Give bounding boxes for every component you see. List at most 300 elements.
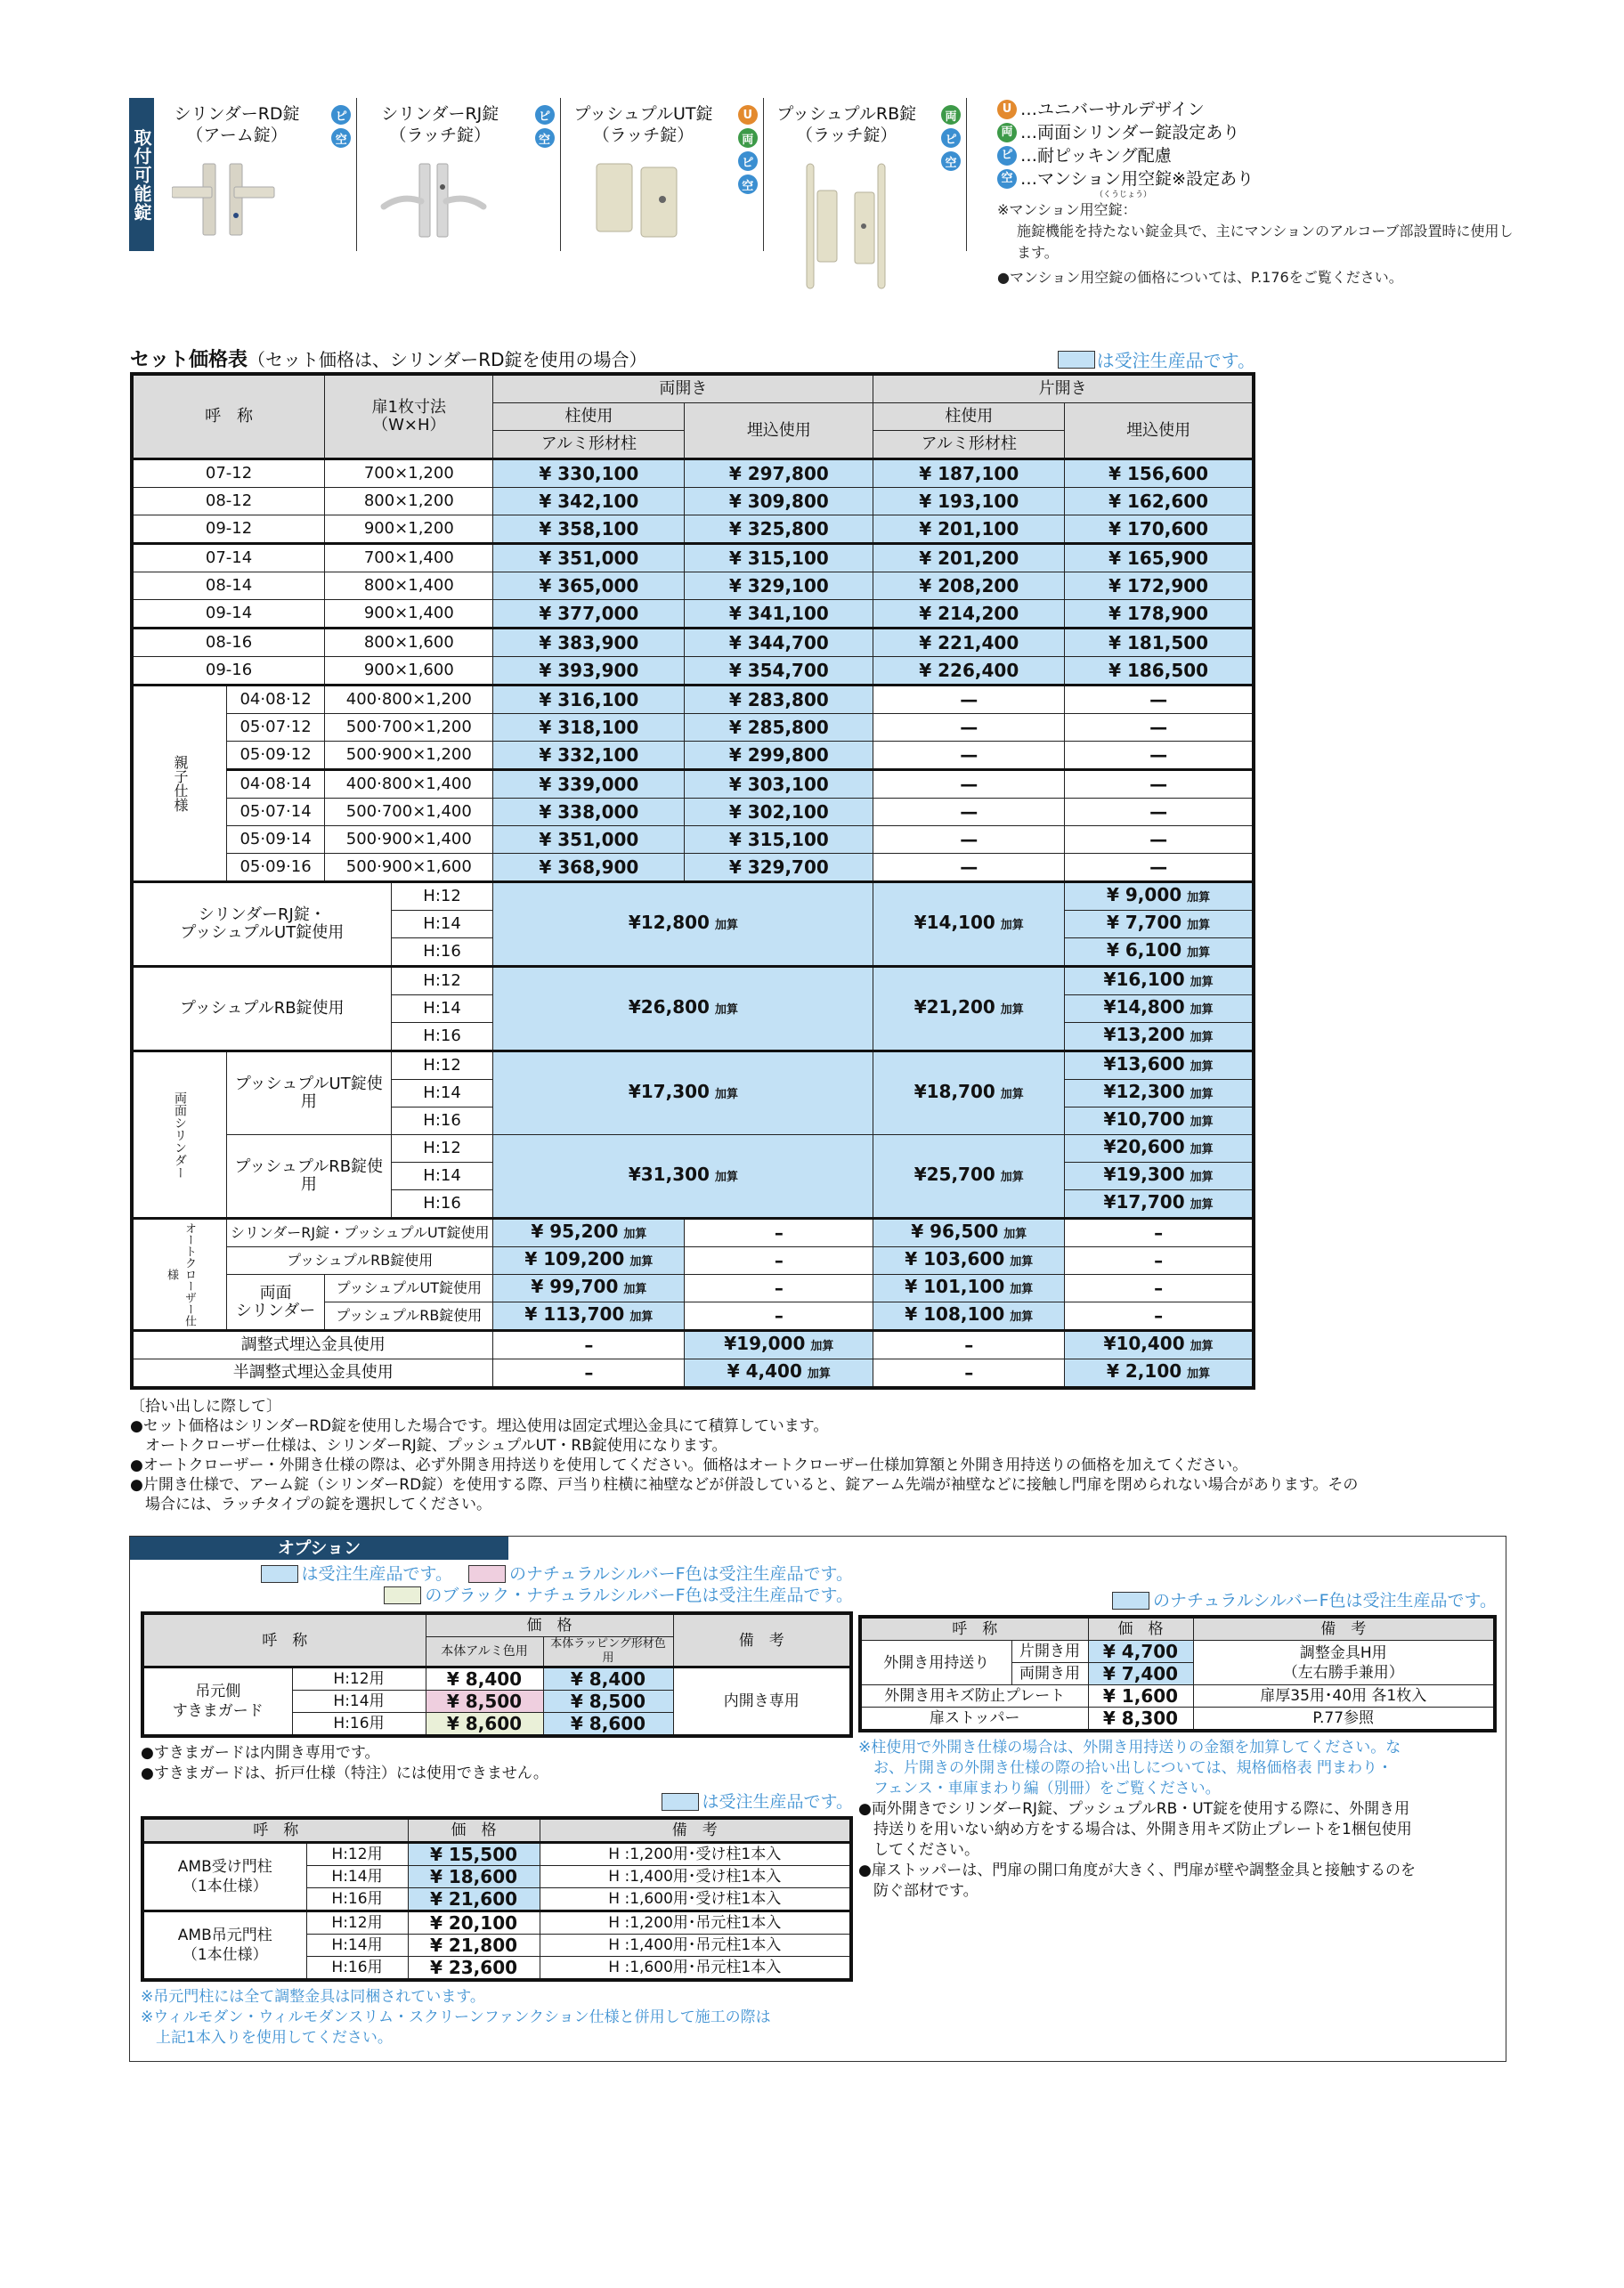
price-double-embed: ¥ 302,100	[685, 799, 873, 826]
post-price: ¥ 23,600	[408, 1957, 540, 1981]
price-alumi: ¥ 8,500	[426, 1691, 543, 1713]
addon-label	[132, 882, 391, 967]
addon-row	[132, 882, 1254, 911]
price-double-pillar: ¥ 351,000	[493, 826, 685, 854]
legend-text: …耐ピッキング配慮	[1020, 146, 1172, 166]
price-single-embed: —	[1065, 742, 1254, 770]
model-name: 05·09·16	[227, 854, 325, 882]
set-price-section	[130, 338, 1359, 1514]
note-line: 防ぐ部材です。	[858, 1882, 978, 1900]
anti-picking-icon: ピ	[535, 105, 555, 125]
model-name: 09-12	[132, 515, 325, 544]
price-value: ¥13,600	[1103, 1053, 1185, 1075]
price-value: ¥ 108,100	[905, 1303, 1005, 1325]
price-row	[132, 854, 1254, 882]
addition-label: 加算	[1190, 1143, 1214, 1156]
addon-single-embed	[1065, 1051, 1254, 1080]
price-wrap: ¥ 8,600	[543, 1713, 673, 1737]
gap-guard-table	[141, 1611, 853, 1738]
vacant-lock-icon: 空	[738, 174, 758, 194]
options-header: オプション	[130, 1537, 508, 1560]
addon-row	[132, 1051, 1254, 1080]
price-double-pillar: ¥ 393,900	[493, 657, 685, 686]
lock-title	[771, 103, 922, 146]
auto-closer-label: オートクローザー仕様	[132, 1219, 227, 1331]
push-pull-ut-image	[579, 162, 712, 242]
addition-label: 加算	[1000, 1088, 1024, 1101]
height: H:12	[391, 882, 493, 911]
stopper-row	[860, 1708, 1495, 1732]
price-value: ¥ 109,200	[524, 1248, 625, 1270]
post-note: H :1,600用･吊元柱1本入	[540, 1957, 851, 1981]
price-single-pillar	[873, 1247, 1065, 1275]
price-single-embed: —	[1065, 826, 1254, 854]
legend-text: のナチュラルシルバーF色は受注生産品です。	[1153, 1591, 1497, 1611]
addon-single-embed	[1065, 1135, 1254, 1163]
price-double-embed: ¥ 309,800	[685, 488, 873, 515]
price-row	[132, 742, 1254, 770]
oyako-label: 親子仕様	[132, 686, 227, 882]
price-double-embed: ¥ 325,800	[685, 515, 873, 544]
options-right-column	[858, 1560, 1497, 2049]
door-size: 500·700×1,200	[325, 714, 493, 742]
price-double-pillar: ¥ 338,000	[493, 799, 685, 826]
options-legend-row-2	[141, 1585, 853, 1606]
legend-text: …マンション用空錠※設定あり	[1020, 169, 1255, 189]
addon-double	[493, 967, 873, 1051]
door-size: 700×1,400	[325, 544, 493, 572]
model-name: 04·08·12	[227, 686, 325, 714]
compatible-locks-label: 取付可能錠	[129, 98, 154, 251]
auto-closer-item: プッシュプルUT錠使用	[325, 1275, 493, 1302]
model-name: 05·09·14	[227, 826, 325, 854]
furigana: （くうじょう）	[1095, 191, 1152, 199]
addition-label: 加算	[1187, 891, 1211, 905]
header-alumi: アルミ形材柱	[873, 431, 1065, 459]
addon-double	[493, 882, 873, 967]
price-single-pillar: ¥ 226,400	[873, 657, 1065, 686]
addition-label: 加算	[714, 919, 738, 932]
gap-guard-name	[142, 1667, 292, 1737]
universal-design-icon: U	[997, 100, 1017, 119]
name-line: すきまガード	[172, 1702, 264, 1720]
legend-item	[997, 121, 1514, 144]
price-single-pillar: —	[873, 770, 1065, 799]
addition-label: 加算	[810, 1340, 834, 1353]
lock-sub: （ラッチ錠）	[389, 126, 491, 145]
price-single-pillar: ¥ 201,200	[873, 544, 1065, 572]
label-line: プッシュプルUT錠使用	[180, 923, 345, 942]
note-line: フェンス・車庫まわり編（別冊）をご覧ください。	[858, 1780, 1221, 1797]
vacant-lock-note-title: ※マンション用空錠：	[997, 201, 1137, 218]
lock-card-rd	[154, 98, 357, 251]
height: H:12用	[292, 1667, 426, 1691]
auto-closer-item: シリンダーRJ錠・プッシュプルUT錠使用	[227, 1219, 493, 1247]
addition-label: 加算	[714, 1003, 738, 1017]
addition-label: 加算	[1190, 1116, 1214, 1129]
lock-name: プッシュプルUT錠	[573, 104, 713, 124]
lock-title	[568, 103, 719, 146]
note-line: ※柱使用で外開き仕様の場合は、外開き用持送りの金額を加算してください。な	[858, 1739, 1401, 1757]
price-double-pillar	[493, 1275, 685, 1302]
height: H:12	[391, 1135, 493, 1163]
post-legend	[141, 1791, 853, 1813]
price-value: ¥16,100	[1103, 969, 1185, 990]
fitting-item: 半調整式埋込金具使用	[132, 1359, 493, 1389]
price-value: ¥14,800	[1103, 996, 1185, 1018]
options-left-column	[141, 1560, 853, 2049]
price-value: ¥12,300	[1103, 1081, 1185, 1102]
price-row	[132, 826, 1254, 854]
price-value: ¥ 4,400	[727, 1360, 802, 1382]
addon-single-embed	[1065, 938, 1254, 967]
lock-sub: （ラッチ錠）	[592, 126, 694, 145]
price-single-embed: ¥ 165,900	[1065, 544, 1254, 572]
vacant-lock-icon: 空	[331, 128, 351, 148]
main-note-line: ●オートクローザー・外開き仕様の際は、必ず外開き用持送りを使用してください。価格はオートクローザー仕様加算額と外開き用持送りの価格を加えてください。	[130, 1456, 1248, 1474]
price-single-embed: ¥ 181,500	[1065, 629, 1254, 657]
auto-closer-row	[132, 1275, 1254, 1302]
price-value: ¥19,300	[1103, 1164, 1185, 1185]
plate-note: 扉厚35用･40用 各1枚入	[1193, 1685, 1495, 1708]
addition-label: 加算	[1187, 1367, 1211, 1381]
price-double-embed: ¥ 329,100	[685, 572, 873, 600]
addon-single-embed	[1065, 911, 1254, 938]
header-size-sub: （W×H）	[372, 416, 446, 434]
anti-picking-icon: ピ	[331, 105, 351, 125]
header-price: 価 格	[1088, 1617, 1193, 1641]
addition-label: 加算	[1010, 1310, 1034, 1324]
price-single-embed: ¥ 156,600	[1065, 459, 1254, 488]
bracket-row	[860, 1641, 1495, 1663]
double-cylinder-label: 両面シリンダー	[132, 1051, 227, 1219]
set-price-title	[130, 345, 647, 372]
height: H:14	[391, 1163, 493, 1190]
price-single-embed: ¥ 172,900	[1065, 572, 1254, 600]
price-single-pillar: ¥ 201,100	[873, 515, 1065, 544]
addition-label: 加算	[1187, 946, 1211, 960]
note-line: （左右勝手兼用）	[1282, 1663, 1404, 1682]
pink-swatch	[468, 1565, 506, 1583]
name-line: （1本仕様）	[182, 1946, 268, 1964]
height: H:12	[391, 967, 493, 995]
height: H:16	[391, 938, 493, 967]
note-line: ●すきまガードは、折戸仕様（特注）には使用できません。	[141, 1765, 548, 1782]
auto-closer-row	[132, 1247, 1254, 1275]
door-size: 400·800×1,400	[325, 770, 493, 799]
door-size: 500·700×1,400	[325, 799, 493, 826]
model-name: 05·09·12	[227, 742, 325, 770]
double-cylinder-icon: 両	[738, 128, 758, 148]
set-price-head	[130, 338, 1255, 372]
post-price: ¥ 21,800	[408, 1935, 540, 1957]
auto-closer-item: プッシュプルRB錠使用	[325, 1302, 493, 1331]
legend-item	[997, 144, 1514, 167]
height: H:12用	[306, 1843, 408, 1866]
stopper-price: ¥ 8,300	[1088, 1708, 1193, 1732]
price-value: ¥14,100	[914, 912, 995, 933]
price-single-embed	[1065, 1359, 1254, 1389]
price-single-pillar: —	[873, 854, 1065, 882]
price-value: ¥ 7,700	[1107, 912, 1182, 933]
set-price-table	[130, 372, 1255, 1390]
options-legend-row-1	[141, 1563, 853, 1585]
height: H:16	[391, 1190, 493, 1219]
note-line: 調整金具H用	[1299, 1643, 1387, 1662]
price-single-pillar: —	[873, 799, 1065, 826]
price-single-pillar: ¥ 221,400	[873, 629, 1065, 657]
height: H:16用	[306, 1957, 408, 1981]
model-name: 08-14	[132, 572, 325, 600]
price-value: ¥13,200	[1103, 1024, 1185, 1045]
plate-price: ¥ 1,600	[1088, 1685, 1193, 1708]
addon-label: プッシュプルUT錠使用	[227, 1051, 392, 1135]
price-row	[132, 544, 1254, 572]
price-row	[132, 770, 1254, 799]
price-double-pillar: –	[493, 1359, 685, 1389]
height: H:16用	[292, 1713, 426, 1737]
price-single-embed: —	[1065, 854, 1254, 882]
post-price: ¥ 20,100	[408, 1911, 540, 1935]
price-double-embed: ¥ 285,800	[685, 714, 873, 742]
header-size-label: 扉1枚寸法	[371, 398, 447, 417]
plate-name: 外開き用キズ防止プレート	[860, 1685, 1088, 1708]
price-value: ¥18,700	[914, 1081, 995, 1102]
addition-label: 加算	[1187, 919, 1211, 932]
universal-design-icon: U	[738, 105, 758, 125]
price-single-pillar: –	[873, 1331, 1065, 1359]
price-double-embed: ¥ 299,800	[685, 742, 873, 770]
price-double-embed: ¥ 329,700	[685, 854, 873, 882]
height: H:16	[391, 1107, 493, 1135]
price-value: ¥ 96,500	[911, 1221, 999, 1242]
note-line: お、片開きの外開き仕様の際の拾い出しについては、規格価格表 門まわり・	[858, 1759, 1393, 1777]
header-name: 呼 称	[860, 1617, 1088, 1641]
lock-name: シリンダーRD錠	[174, 104, 300, 124]
price-double-embed: ¥ 297,800	[685, 459, 873, 488]
addition-label: 加算	[623, 1283, 647, 1296]
vacant-lock-note-body: 施錠機能を持たない錠金具で、主にマンションのアルコーブ部設置時に使用します。	[1017, 223, 1514, 261]
door-size: 900×1,600	[325, 657, 493, 686]
addon-single	[873, 882, 1065, 967]
height: H:14用	[292, 1691, 426, 1713]
price-value: ¥31,300	[628, 1164, 710, 1185]
options-box	[129, 1536, 1506, 2062]
price-row	[132, 488, 1254, 515]
addon-single-embed	[1065, 1190, 1254, 1219]
header-note: 備 考	[673, 1613, 851, 1667]
lock-badges	[331, 105, 351, 148]
right-notes	[858, 1738, 1497, 1902]
price-double-pillar: ¥ 318,100	[493, 714, 685, 742]
addon-single-embed	[1065, 1023, 1254, 1051]
compatible-locks-strip	[129, 98, 967, 251]
door-size: 800×1,400	[325, 572, 493, 600]
price-value: ¥ 9,000	[1107, 884, 1182, 905]
price-value: ¥26,800	[628, 996, 710, 1018]
legend-text: は受注生産品です。	[702, 1792, 853, 1812]
price-double-pillar	[493, 1247, 685, 1275]
bracket-note	[1193, 1641, 1495, 1685]
addition-label: 加算	[1000, 1003, 1024, 1017]
main-note-line: ●片開き仕様で、アーム錠（シリンダーRD錠）を使用する際、戸当り柱横に袖壁などが併設していると、錠アーム先端が袖壁などに接触し門扉を閉められない場合があります。その	[130, 1476, 1359, 1494]
price-wrap: ¥ 8,500	[543, 1691, 673, 1713]
right-legend	[858, 1590, 1497, 1611]
model-name: 07-14	[132, 544, 325, 572]
price-value: ¥ 101,100	[905, 1276, 1005, 1297]
fitting-row	[132, 1359, 1254, 1389]
post-note: H :1,400用･受け柱1本入	[540, 1866, 851, 1888]
price-value: ¥10,700	[1103, 1108, 1185, 1130]
addition-label: 加算	[1190, 976, 1214, 989]
legend-text: …ユニバーサルデザイン	[1020, 100, 1205, 119]
price-single-pillar	[873, 1275, 1065, 1302]
addon-single-embed	[1065, 1080, 1254, 1107]
price-row	[132, 629, 1254, 657]
price-row	[132, 686, 1254, 714]
lock-badges	[738, 105, 758, 194]
price-double-pillar: –	[493, 1331, 685, 1359]
price-double-pillar: ¥ 377,000	[493, 600, 685, 629]
price-double-embed: ¥ 344,700	[685, 629, 873, 657]
price-alumi: ¥ 8,600	[426, 1713, 543, 1737]
lock-name: プッシュプルRB錠	[776, 104, 917, 124]
addition-label: 加算	[1190, 1003, 1214, 1017]
post-note: H :1,200用･吊元柱1本入	[540, 1911, 851, 1935]
stopper-note: P.77参照	[1193, 1708, 1495, 1732]
height: H:14用	[306, 1866, 408, 1888]
price-double-pillar: ¥ 351,000	[493, 544, 685, 572]
header-wrap-color: 本体ラッピング形材色用	[543, 1637, 673, 1667]
addon-single-embed	[1065, 1163, 1254, 1190]
lock-name: シリンダーRJ錠	[381, 104, 499, 124]
note-line: ●扉ストッパーは、門扉の開口角度が大きく、門扉が壁や調整金具と接触するのを	[858, 1862, 1416, 1879]
guard-row	[142, 1667, 851, 1691]
price-double-embed	[685, 1359, 873, 1389]
price-single-pillar: —	[873, 826, 1065, 854]
price-single-embed: ¥ 162,600	[1065, 488, 1254, 515]
post-name	[142, 1911, 306, 1981]
set-price-body	[132, 459, 1254, 1389]
header-note: 備 考	[1193, 1617, 1495, 1641]
main-note-line: 場合には、ラッチタイプの錠を選択してください。	[130, 1496, 491, 1513]
double-cylinder-icon: 両	[997, 123, 1017, 142]
made-to-order-swatch	[662, 1793, 699, 1811]
cream-swatch	[384, 1586, 421, 1604]
price-double-embed: ¥ 315,100	[685, 826, 873, 854]
addition-label: 加算	[807, 1367, 831, 1381]
lock-card-rb	[764, 98, 966, 251]
post-price: ¥ 15,500	[408, 1843, 540, 1866]
hardware-option-table	[858, 1615, 1497, 1732]
door-size: 700×1,200	[325, 459, 493, 488]
legend-text: のブラック・ナチュラルシルバーF色は受注生産品です。	[425, 1586, 853, 1605]
latch-lock-image	[375, 162, 508, 242]
post-note: H :1,200用･受け柱1本入	[540, 1843, 851, 1866]
price-single-embed	[1065, 1331, 1254, 1359]
price-single-embed: —	[1065, 686, 1254, 714]
lock-card-rj	[357, 98, 560, 251]
addon-row	[132, 967, 1254, 995]
label-line: プッシュプルRB錠使用	[180, 999, 345, 1018]
bracket-type: 片開き用	[1011, 1641, 1088, 1663]
addon-single	[873, 1135, 1065, 1219]
price-value: ¥17,700	[1103, 1191, 1185, 1213]
label-line: シリンダー	[235, 1301, 316, 1320]
price-double-embed: ¥ 315,100	[685, 544, 873, 572]
addition-label: 加算	[1010, 1255, 1034, 1269]
made-to-order-swatch	[1058, 351, 1095, 369]
height: H:14用	[306, 1935, 408, 1957]
gate-post-body	[142, 1843, 851, 1981]
main-notes	[130, 1397, 1501, 1514]
header-name: 呼 称	[142, 1818, 408, 1843]
lock-badges	[941, 105, 961, 171]
addition-label: 加算	[1000, 919, 1024, 932]
price-single-embed: –	[1065, 1302, 1254, 1331]
addon-single	[873, 1051, 1065, 1135]
made-to-order-swatch	[261, 1565, 298, 1583]
addition-label: 加算	[623, 1228, 647, 1241]
price-value: ¥ 99,700	[531, 1276, 619, 1297]
price-row	[132, 459, 1254, 488]
name-line: 吊元側	[195, 1683, 241, 1700]
price-double-pillar: ¥ 383,900	[493, 629, 685, 657]
header-single: 片開き	[873, 374, 1254, 403]
header-note: 備 考	[540, 1818, 851, 1843]
price-double-embed: –	[685, 1302, 873, 1331]
lock-sub: （ラッチ錠）	[795, 126, 897, 145]
price-double-embed: ¥ 354,700	[685, 657, 873, 686]
gap-guard-notes	[141, 1743, 853, 1784]
price-single-pillar: ¥ 208,200	[873, 572, 1065, 600]
vacant-lock-icon: 空	[997, 169, 1017, 189]
legend-item	[997, 167, 1514, 191]
price-single-pillar: —	[873, 686, 1065, 714]
lock-badges	[535, 105, 555, 148]
price-single-embed: —	[1065, 799, 1254, 826]
bracket-price: ¥ 4,700	[1088, 1641, 1193, 1663]
height: H:12用	[306, 1911, 408, 1935]
post-price: ¥ 21,600	[408, 1888, 540, 1911]
legend-item	[997, 98, 1514, 121]
price-value: ¥ 95,200	[531, 1221, 619, 1242]
price-value: ¥20,600	[1103, 1136, 1185, 1157]
made-to-order-swatch	[1112, 1592, 1149, 1610]
note-line: ※ウィルモダン・ウィルモダンスリム・スクリーンファンクション仕様と併用して施工の際は	[141, 2008, 771, 2026]
bracket-type: 両開き用	[1011, 1663, 1088, 1685]
price-double-pillar	[493, 1302, 685, 1331]
model-name: 08-12	[132, 488, 325, 515]
price-row	[132, 799, 1254, 826]
price-wrap: ¥ 8,400	[543, 1667, 673, 1691]
name-line: （1本仕様）	[182, 1878, 268, 1895]
addon-row	[132, 1135, 1254, 1163]
anti-picking-icon: ピ	[738, 151, 758, 171]
price-single-pillar: ¥ 214,200	[873, 600, 1065, 629]
price-double-pillar: ¥ 368,900	[493, 854, 685, 882]
legend-text: は受注生産品です。	[1096, 350, 1255, 371]
note-line: ●両外開きでシリンダーRJ錠、プッシュプルRB・UT錠を使用する際に、外開き用	[858, 1800, 1410, 1818]
model-name: 05·07·12	[227, 714, 325, 742]
addition-label: 加算	[629, 1255, 654, 1269]
price-single-embed: —	[1065, 770, 1254, 799]
price-double-pillar: ¥ 342,100	[493, 488, 685, 515]
lock-title	[161, 103, 313, 146]
price-row	[132, 572, 1254, 600]
header-embed: 埋込使用	[685, 403, 873, 459]
note: 内開き専用	[673, 1667, 851, 1737]
